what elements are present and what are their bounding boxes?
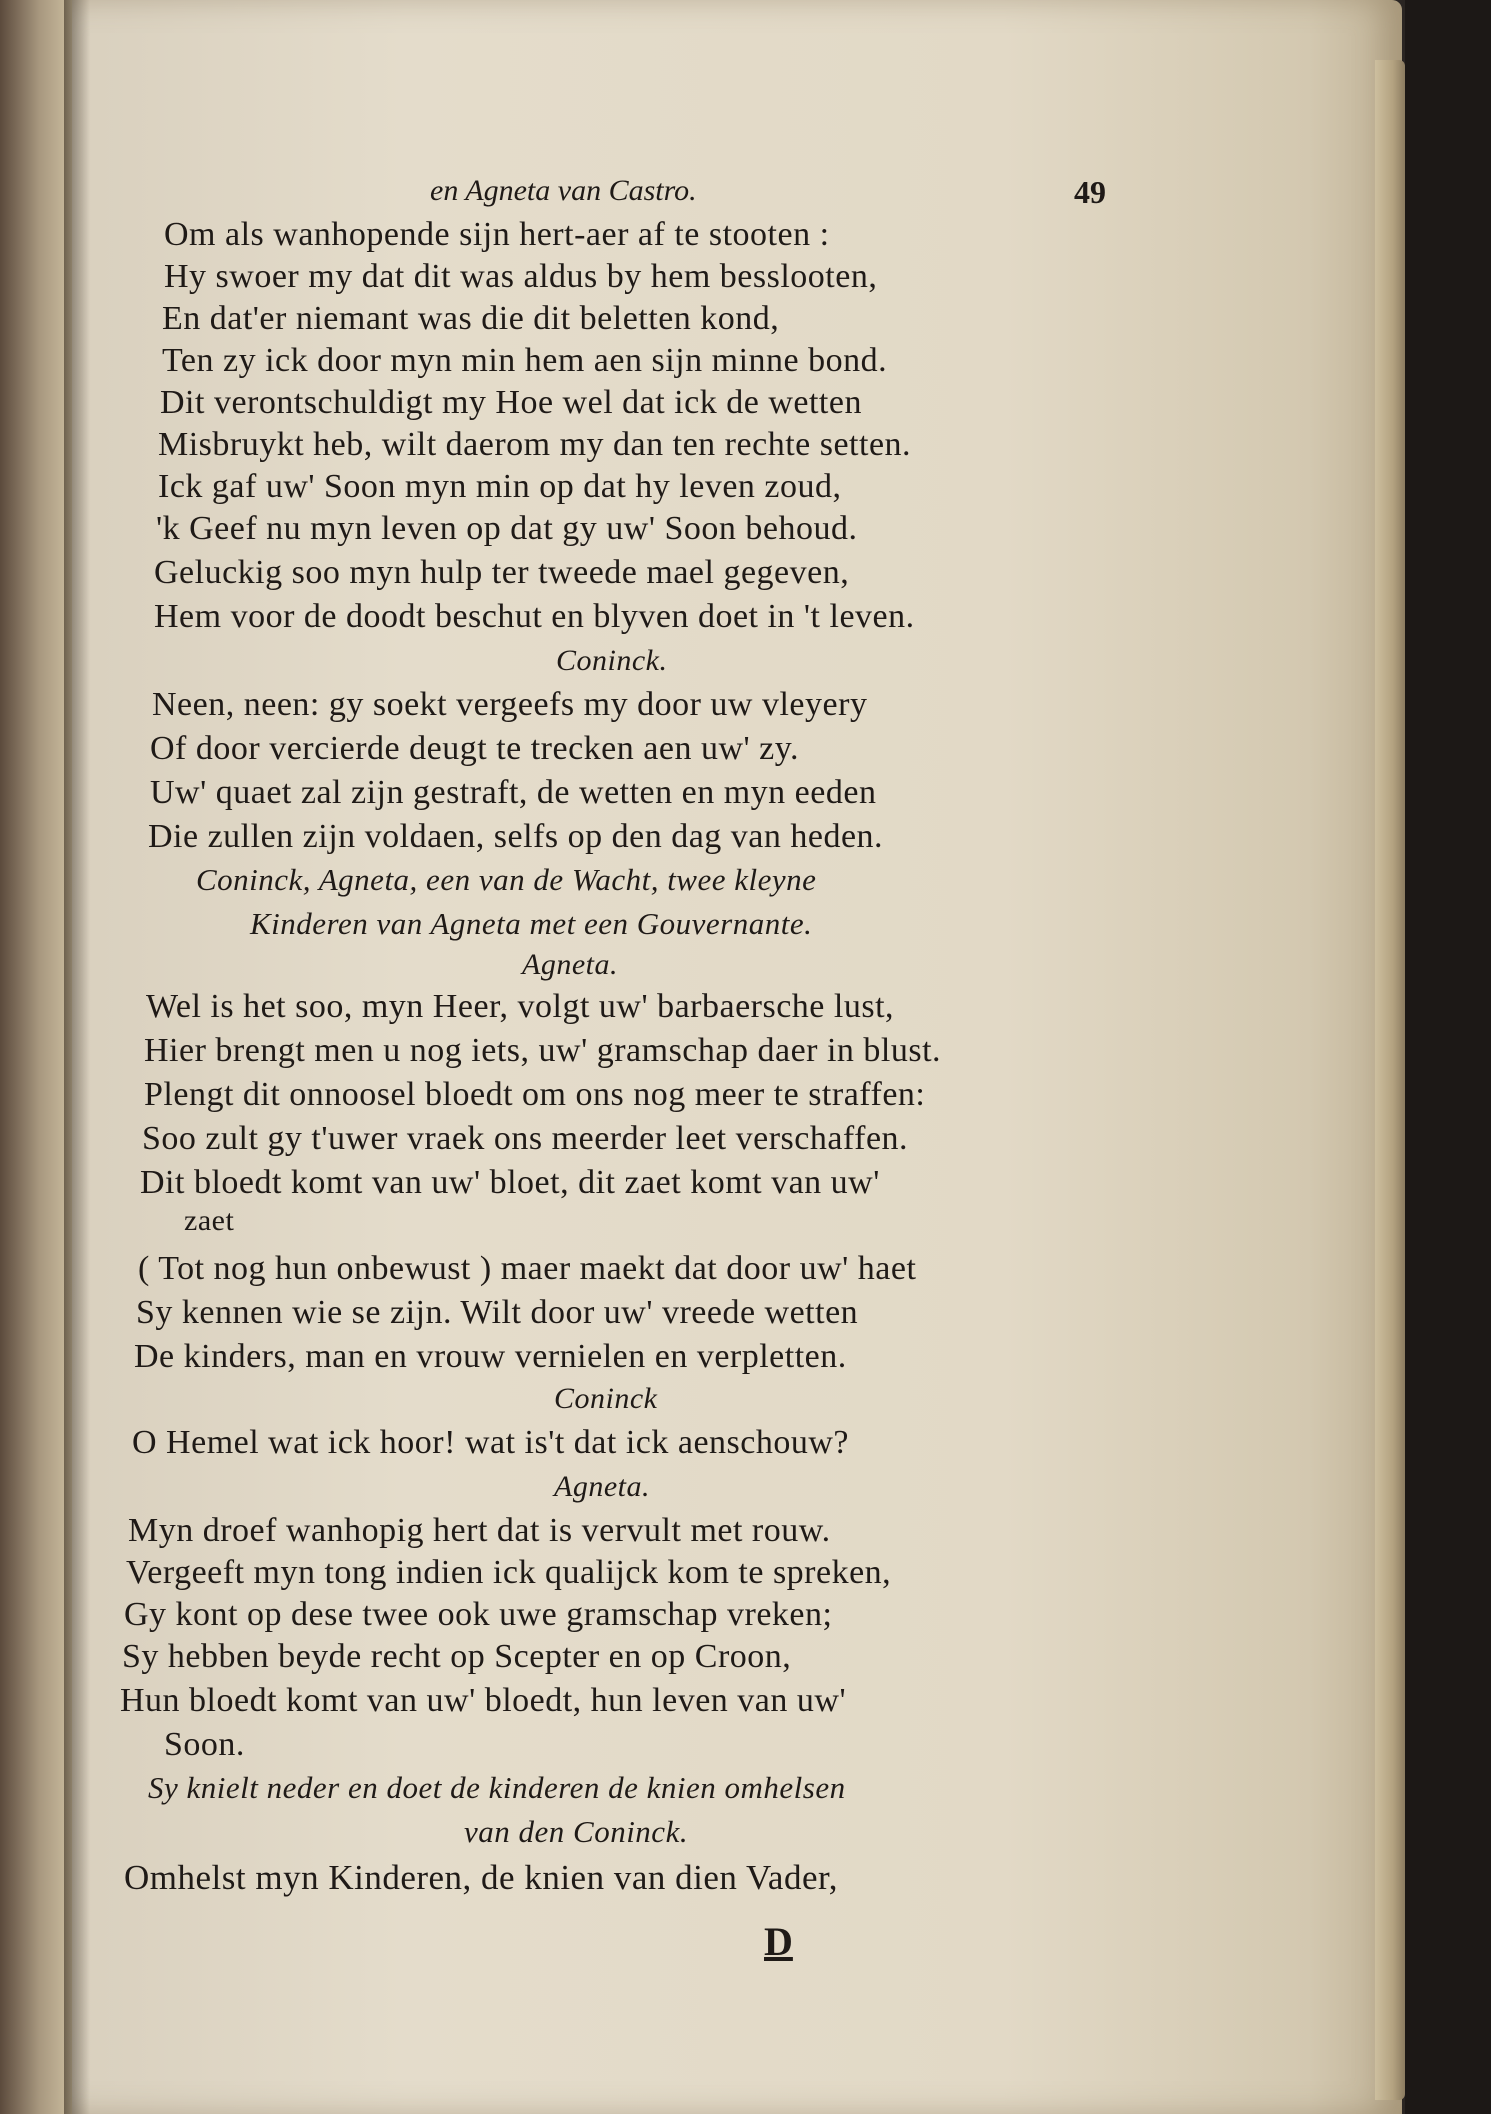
- text-line: Omhelst myn Kinderen, de knien van dien Vader,: [124, 1858, 838, 1897]
- text-line: Myn droef wanhopig hert dat is vervult met rouw.: [128, 1512, 831, 1549]
- stage-direction: Sy knielt neder en doet de kinderen de knien omhelsen: [148, 1770, 846, 1805]
- text-line: ( Tot nog hun onbewust ) maer maekt dat door uw' haet: [138, 1250, 917, 1287]
- stage-direction: Kinderen van Agneta met een Gouvernante.: [250, 906, 813, 941]
- speaker-label: Coninck: [554, 1382, 658, 1415]
- text-line: Hy swoer my dat dit was aldus by hem besslooten,: [164, 258, 878, 295]
- text-line: Hier brengt men u nog iets, uw' gramschap daer in blust.: [144, 1032, 942, 1069]
- text-line: Geluckig soo myn hulp ter tweede mael gegeven,: [154, 554, 850, 591]
- speaker-label: Coninck.: [556, 644, 668, 677]
- page-number: 49: [1074, 174, 1106, 210]
- text-line: 'k Geef nu myn leven op dat gy uw' Soon behoud.: [156, 510, 858, 547]
- text-line: Gy kont op dese twee ook uwe gramschap vreken;: [124, 1596, 833, 1633]
- text-line: Om als wanhopende sijn hert-aer af te stooten :: [164, 216, 830, 253]
- text-line: De kinders, man en vrouw vernielen en verpletten.: [134, 1338, 847, 1375]
- text-line: zaet: [184, 1204, 235, 1237]
- running-title: en Agneta van Castro.: [430, 174, 697, 207]
- text-line: Soon.: [164, 1726, 245, 1763]
- stage-direction: Coninck, Agneta, een van de Wacht, twee kleyne: [196, 862, 817, 897]
- text-line: Sy kennen wie se zijn. Wilt door uw' vreede wetten: [136, 1294, 859, 1331]
- text-line: Plengt dit onnoosel bloedt om ons nog meer te straffen:: [144, 1076, 926, 1113]
- text-line: Neen, neen: gy soekt vergeefs my door uw vleyery: [152, 686, 868, 723]
- speaker-label: Agneta.: [522, 948, 618, 981]
- text-line: Uw' quaet zal zijn gestraft, de wetten en myn eeden: [150, 774, 877, 811]
- text-line: Hem voor de doodt beschut en blyven doet in 't leven.: [154, 598, 915, 635]
- text-line: Of door vercierde deugt te trecken aen uw' zy.: [150, 730, 800, 767]
- text-line: Vergeeft myn tong indien ick qualijck kom te spreken,: [126, 1554, 892, 1591]
- text-line: En dat'er niemant was die dit beletten kond,: [162, 300, 780, 337]
- text-line: Hun bloedt komt van uw' bloedt, hun leven van uw': [120, 1682, 847, 1719]
- text-line: Die zullen zijn voldaen, selfs op den dag van heden.: [148, 818, 884, 855]
- text-line: Sy hebben beyde recht op Scepter en op Croon,: [122, 1638, 792, 1675]
- text-line: O Hemel wat ick hoor! wat is't dat ick aenschouw?: [132, 1424, 850, 1461]
- text-line: Ick gaf uw' Soon myn min op dat hy leven zoud,: [158, 468, 842, 505]
- text-line: Wel is het soo, myn Heer, volgt uw' barbaersche lust,: [146, 988, 895, 1025]
- text-line: Dit bloedt komt van uw' bloet, dit zaet komt van uw': [140, 1164, 880, 1201]
- text-line: Misbruykt heb, wilt daerom my dan ten rechte setten.: [158, 426, 912, 463]
- speaker-label: Agneta.: [554, 1470, 650, 1503]
- text-line: Soo zult gy t'uwer vraek ons meerder leet verschaffen.: [142, 1120, 909, 1157]
- stage-direction: van den Coninck.: [464, 1814, 689, 1849]
- text-line: Dit verontschuldigt my Hoe wel dat ick de wetten: [160, 384, 862, 421]
- text-line: Ten zy ick door myn min hem aen sijn minne bond.: [162, 342, 888, 379]
- signature-mark: D: [764, 1919, 793, 1964]
